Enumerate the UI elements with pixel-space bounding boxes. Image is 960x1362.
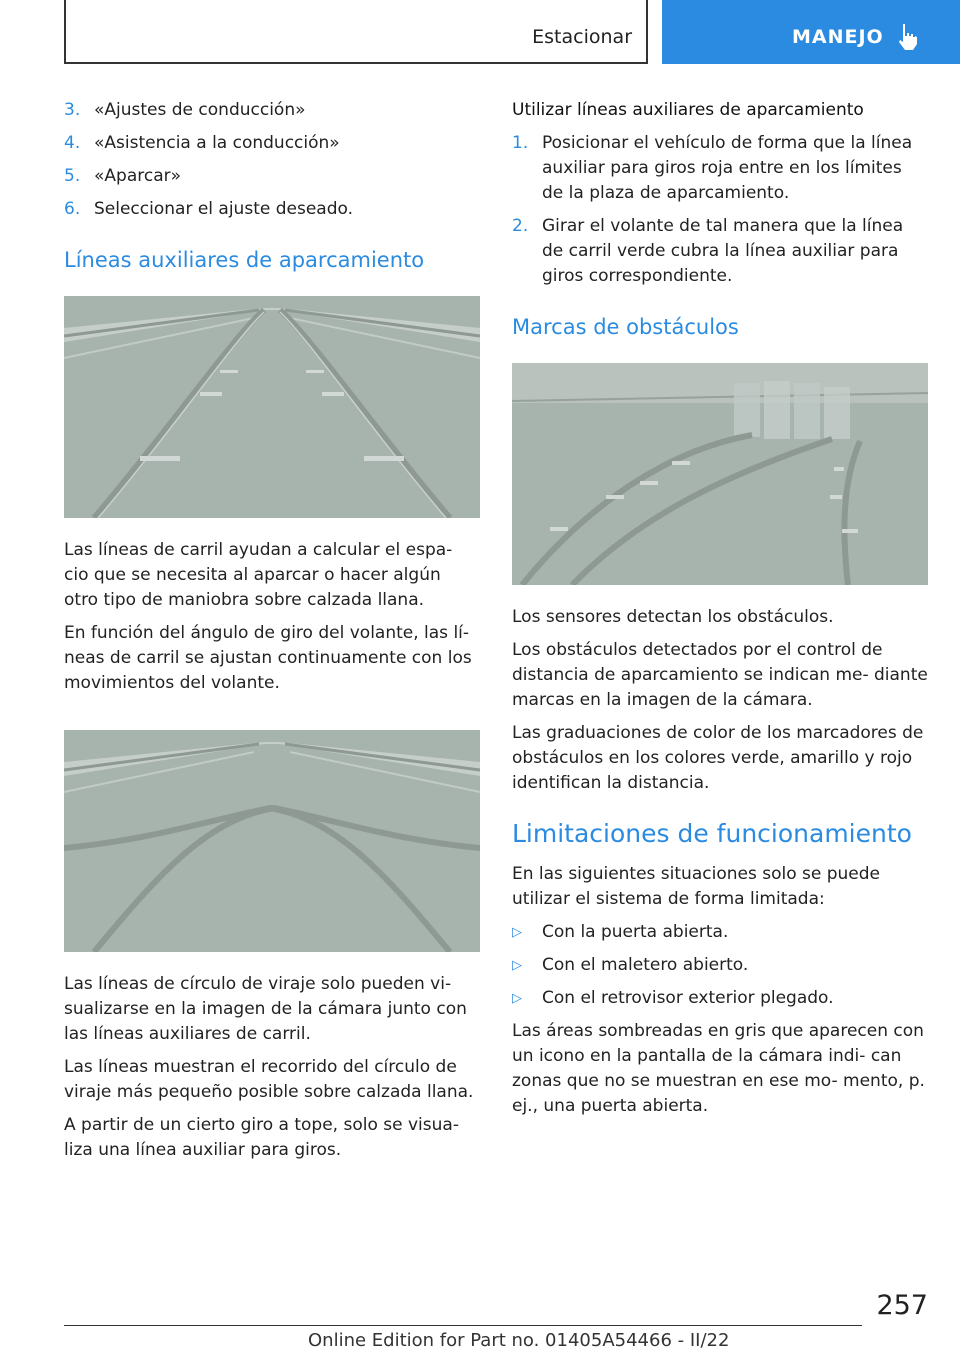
right-column: [512, 98, 928, 1127]
header-chapter-tab: [662, 0, 960, 64]
paragraph: En las siguientes situaciones solo se puede utilizar el sistema de forma limitada:: [512, 864, 880, 909]
step-text: Girar el volante de tal manera que la línea de carril verde cubra la línea auxiliar para giros correspondiente.: [542, 216, 904, 286]
paragraph: Las graduaciones de color de los marcadores de obstáculos en los colores verde, amarillo y rojo identifican la distancia.: [512, 723, 924, 793]
step-number: 5.: [64, 166, 81, 186]
left-column: [64, 98, 480, 1171]
header-section-box: [64, 0, 648, 64]
step-item: [64, 164, 480, 189]
list-item: [512, 920, 928, 945]
step-item: [512, 214, 928, 289]
header-chapter-label: MANEJO: [792, 26, 884, 48]
step-item: [64, 197, 480, 222]
triangle-bullet-icon: ▷: [512, 958, 522, 973]
triangle-bullet-icon: ▷: [512, 925, 522, 940]
lane-lines-illustration: [64, 296, 480, 518]
paragraph: En función del ángulo de giro del volante, las lí- neas de carril se ajustan continuamente con los movimientos del volante.: [64, 623, 472, 693]
paragraph: A partir de un cierto giro a tope, solo se visua- liza una línea auxiliar para giros.: [64, 1115, 459, 1160]
step-item: [512, 131, 928, 206]
step-number: 3.: [64, 100, 81, 120]
list-item-text: Con la puerta abierta.: [542, 922, 729, 942]
list-item: [512, 986, 928, 1011]
lane-lines-figure: [64, 296, 480, 518]
step-number: 4.: [64, 133, 81, 153]
list-item-text: Con el maletero abierto.: [542, 955, 749, 975]
page-number: 257: [876, 1290, 928, 1321]
footer-edition: Online Edition for Part no. 01405A54466 - II/22: [308, 1330, 730, 1351]
step-text: Posicionar el vehículo de forma que la línea auxiliar para giros roja entre en los límites de la plaza de aparcamiento.: [542, 133, 913, 203]
list-item: [512, 953, 928, 978]
turning-circle-figure: [64, 730, 480, 952]
footer-divider: [64, 1325, 862, 1326]
obstacle-marks-illustration: [512, 363, 928, 585]
list-item-text: Con el retrovisor exterior plegado.: [542, 988, 834, 1008]
header-section-title: Estacionar: [532, 26, 632, 48]
paragraph: Las líneas muestran el recorrido del círculo de viraje más pequeño posible sobre calzada llana.: [64, 1057, 474, 1102]
turning-circle-illustration: [64, 730, 480, 952]
step-text: «Asistencia a la conducción»: [94, 133, 340, 153]
subheading-use-parking-lines: Utilizar líneas auxiliares de aparcamiento: [512, 100, 864, 120]
section-heading-obstacle-marks: Marcas de obstáculos: [512, 315, 739, 339]
paragraph: Las líneas de círculo de viraje solo pueden vi- sualizarse en la imagen de la cámara junto con las líneas auxiliares de carril.: [64, 974, 467, 1044]
obstacle-marks-figure: [512, 363, 928, 585]
steering-hand-icon: [896, 22, 920, 52]
step-item: [64, 98, 480, 123]
section-heading-parking-lines: Líneas auxiliares de aparcamiento: [64, 248, 425, 272]
section-heading-limitations: Limitaciones de funcionamiento: [512, 819, 912, 848]
step-text: «Aparcar»: [94, 166, 182, 186]
step-number: 2.: [512, 216, 529, 236]
step-number: 6.: [64, 199, 81, 219]
step-item: [64, 131, 480, 156]
step-text: «Ajustes de conducción»: [94, 100, 306, 120]
triangle-bullet-icon: ▷: [512, 991, 522, 1006]
paragraph: Los obstáculos detectados por el control de distancia de aparcamiento se indican me- diante marcas en la imagen de la cámara.: [512, 640, 928, 710]
paragraph: Las áreas sombreadas en gris que aparecen con un icono en la pantalla de la cámara indi- can zonas que no se muestran en ese mo- mento, p. ej., una puerta abierta.: [512, 1021, 925, 1116]
paragraph: Las líneas de carril ayudan a calcular el espa- cio que se necesita al aparcar o hacer algún otro tipo de maniobra sobre calzada llana.: [64, 540, 453, 610]
step-number: 1.: [512, 133, 529, 153]
paragraph: Los sensores detectan los obstáculos.: [512, 607, 834, 627]
step-text: Seleccionar el ajuste deseado.: [94, 199, 354, 219]
